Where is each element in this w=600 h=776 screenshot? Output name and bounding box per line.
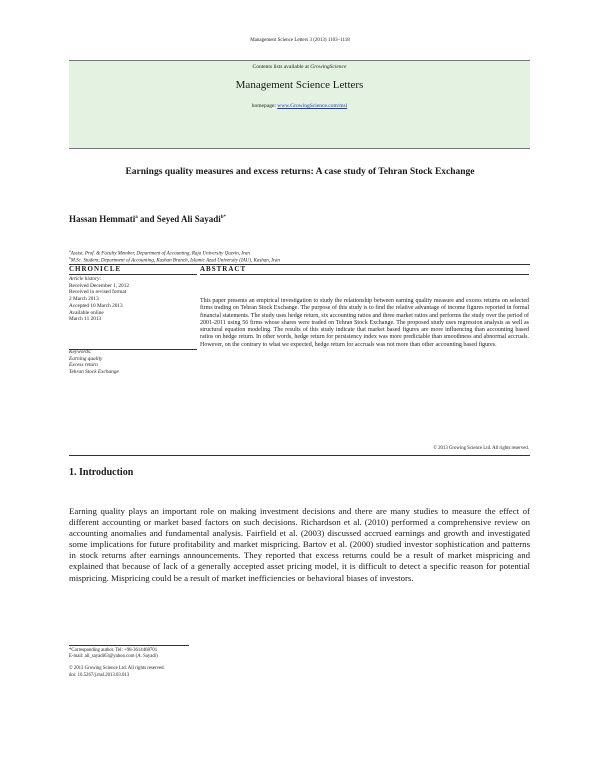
footnotes: [69, 648, 165, 679]
footnote-line: Corresponding author. Tel: +98-3614468701: [71, 648, 158, 653]
footnote-line: © 2013 Growing Science Ltd. All rights reserved.: [69, 666, 165, 672]
affiliation-a: $^a$Assist. Prof. & Faculty Member, Department of Accounting, Raja University Qazvin, Iran: [69, 249, 250, 257]
history-label: Article history:: [69, 276, 102, 282]
affiliation-b: $^b$M.Sc. Student, Department of Accounting, Kashan Branch, Islamic Azad University (IAU), Kashan, Iran: [69, 256, 280, 264]
author-name: Hassan Hemmati: [69, 214, 136, 224]
section-heading: 1. Introduction: [69, 467, 134, 478]
intro-paragraph: Earning quality plays an important role on making investment decisions and there are many studies to measure the effect of different accounting or market based factors on such decisions. Richardson et al. (2010) performed a comprehensive review on accounting anomalies and fundamental analysis. Fairfield et al. (2003) discussed accrued earnings and growth and investigated some implications for future profitability and market mispricing. Bartov et al. (2000) studied investor sophistication and patterns in stock returns after earnings announcements. They reported that excess returns could be a result of market mispricing and explained that because of lack of a generally accepted asset pricing model, it is difficult to detect a specific reason for potential mispricing. Mispricing could be a result of market inefficiencies or behavioral biases of investors.: [69, 506, 530, 583]
footnote-rule: [69, 645, 189, 646]
abstract-text: This paper presents an empirical investigation to study the relationship between earning quality measure and excess returns on selected firms trading on Tehran Stock Exchange. The purpose of this study is to find the relative advantage of income figures reported in formal financial statements. The study uses hedge return, six accounting ratios and three market ratios and performs the study over the period of 2001-2011 using 56 firms whose shares were traded on Tehran Stock Exchange. The proposed study uses regression analysis as well as structural equation modeling. The results of this study indicate that market based figures are more influencing than accounting based ratios on hedge return. In other words, hedge return for persistency index was more predictable than smoothness and abnormal accruals. However, on the contrary to what we expected, hedge return for accruals was not more than other accounting based figures.: [200, 298, 529, 348]
keyword: Excess return: [69, 362, 98, 369]
divider: [69, 264, 530, 265]
divider: [69, 274, 197, 275]
history-line: Available online: [69, 309, 104, 316]
footnote-asterisk: *: [69, 648, 72, 653]
history-line: Received in revised format: [69, 289, 127, 296]
journal-banner: [69, 60, 530, 149]
history-line: March 11 2013: [69, 316, 102, 323]
history-line: 2 March 2013: [69, 296, 99, 303]
contents-source: GrowingScience: [310, 64, 347, 70]
copyright-notice: © 2013 Growing Science Ltd. All rights reserved.: [433, 446, 529, 451]
article-title: Earnings quality measures and excess returns: A case study of Tehran Stock Exchange: [125, 167, 475, 177]
divider: [200, 274, 529, 275]
contents-line: Contents lists available at GrowingScience: [252, 64, 347, 70]
keyword: Earning quality: [69, 355, 103, 362]
author-name: Seyed Ali Sayadi: [156, 214, 221, 224]
running-header: Management Science Letters 3 (2013) 1103–1118: [250, 38, 350, 43]
keywords-block: [69, 349, 197, 376]
homepage-link[interactable]: www.GrowingScience.com/msl: [277, 103, 348, 109]
keywords-label: Keywords:: [69, 349, 92, 355]
homepage-line: homepage: www.GrowingScience.com/msl: [251, 103, 348, 109]
footnote-line: doi: 10.5267/j.msl.2013.03.013: [69, 672, 130, 678]
author-sup: a: [135, 215, 138, 220]
abstract-heading: ABSTRACT: [200, 265, 247, 273]
chronicle-heading: CHRONICLE: [69, 265, 122, 273]
history-line: Received December 1, 2012: [69, 282, 130, 289]
journal-name: Management Science Letters: [235, 79, 364, 91]
divider: [69, 455, 530, 456]
article-history: [69, 276, 197, 323]
footnote-line: E-mail: ali_sayadi63@yahoo.com (A. Sayadi): [69, 654, 158, 660]
history-line: Accepted 10 March 2013: [69, 302, 123, 309]
author-list: Hassan Hemmati$^a$ and Seyed Ali Sayadi$^{b*}$: [69, 214, 227, 224]
keyword: Tehran Stock Exchange: [69, 369, 119, 376]
author-sup: b*: [220, 215, 227, 220]
